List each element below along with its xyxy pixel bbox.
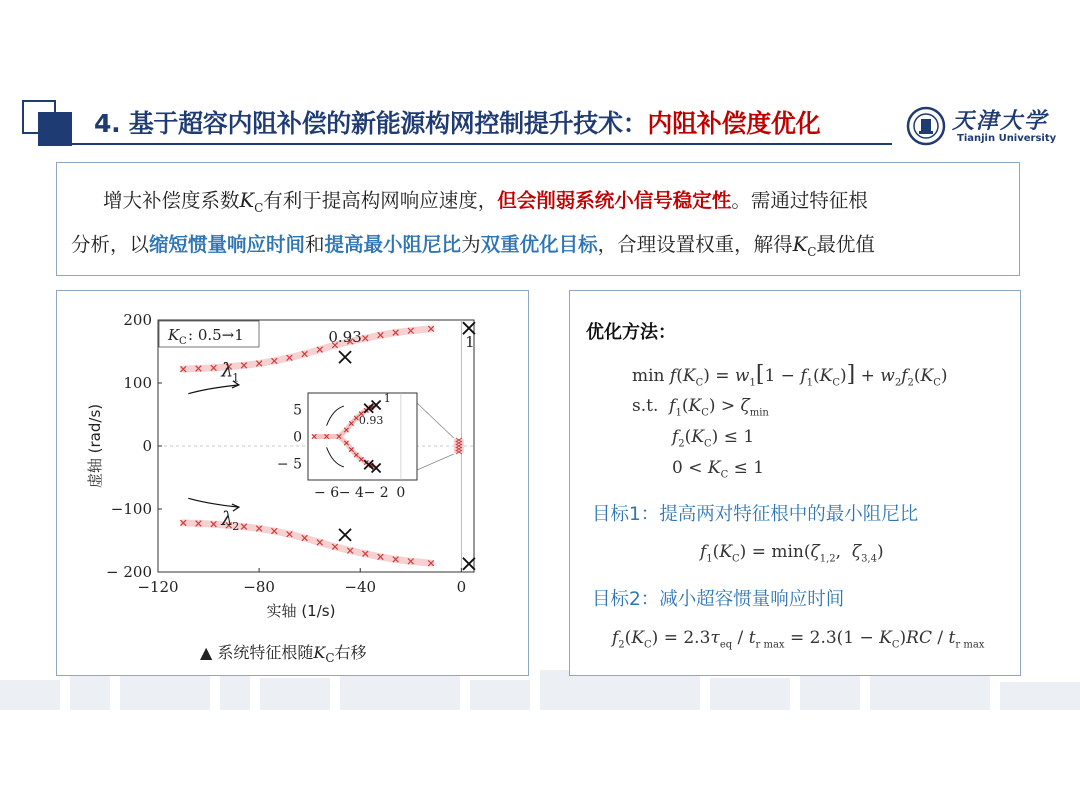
- intro-blue-text: 双重优化目标: [480, 233, 598, 256]
- lambda-2-arrow: [188, 498, 239, 507]
- x-axis-label: 实轴 (1/s): [266, 602, 336, 620]
- zoom-line: [417, 454, 454, 470]
- inset-x-tick-label: − 4: [338, 485, 364, 501]
- marker-093: [339, 351, 351, 363]
- lambda-1-label: λ: [221, 359, 234, 382]
- lambda-2-label: λ: [221, 507, 234, 530]
- title-highlight: 内阻补偿度优化: [647, 109, 821, 138]
- constraint-1: s.t. $f_1(K_C) > \zeta_{min}$: [632, 396, 769, 419]
- method-title: 优化方法：: [586, 322, 676, 343]
- intro-text: 和: [305, 233, 325, 256]
- marker-k1: [463, 558, 475, 570]
- kc-c: C: [807, 244, 817, 259]
- legend-k: K: [168, 326, 180, 344]
- legend-c: C: [179, 336, 187, 347]
- x-tick-label: −120: [137, 578, 179, 596]
- intro-text: ，合理设置权重，解得: [597, 233, 793, 256]
- inset-x-tick-label: 0: [396, 485, 406, 501]
- y-tick-label: − 200: [106, 563, 152, 581]
- annotation-k1: 1: [465, 333, 475, 352]
- intro-text: 增大补偿度系数: [103, 189, 240, 212]
- y-tick-label: 100: [123, 374, 152, 392]
- lambda-2-sub: 2: [232, 519, 240, 533]
- caption-text: 右移: [334, 643, 367, 662]
- constraint-2: $f_2(K_C) \le 1$: [672, 427, 755, 450]
- annotation-093: 0.93: [328, 328, 362, 347]
- inset-label-093: 0.93: [358, 413, 384, 427]
- goal-2-formula: $f_2(K_C) = 2.3\tau_{eq} / t_{r max} = 2.3(1 - K_C)RC / t_{r max}$: [612, 628, 985, 651]
- caption-text: ▲ 系统特征根随: [200, 643, 314, 662]
- intro-text: 分析，以: [71, 233, 150, 256]
- goal-1-formula: $f_1(K_C) = \min(\zeta_{1,2}$, $\zeta_{3,4}$): [700, 542, 884, 565]
- x-tick-label: −40: [344, 578, 377, 596]
- kc-symbol: [313, 643, 335, 666]
- intro-blue-text: 缩短惯量响应时间: [149, 233, 306, 256]
- inset-y-tick-label: 0: [293, 429, 302, 446]
- lambda-1-arrow: [188, 385, 239, 394]
- intro-text: 有利于提高构网响应速度，: [263, 189, 498, 212]
- legend-range: : 0.5→1: [188, 326, 244, 344]
- inset-y-tick-label: 5: [293, 402, 302, 419]
- title-main: 4. 基于超容内阻补偿的新能源构网控制提升技术：: [94, 109, 648, 138]
- inset-y-tick-label: − 5: [276, 456, 302, 473]
- intro-blue-text: 提高最小阻尼比: [324, 233, 462, 256]
- constraint-3: $0 < K_C \le 1$: [672, 458, 765, 481]
- goal-1: 目标1：提高两对特征根中的最小阻尼比: [592, 504, 919, 525]
- y-tick-label: 200: [123, 311, 152, 329]
- inset-x-tick-label: − 2: [363, 485, 389, 501]
- y-tick-label: −100: [110, 500, 152, 518]
- kc-c: C: [325, 651, 335, 666]
- kc-k: K: [313, 643, 326, 662]
- inset-label-1: 1: [383, 392, 391, 406]
- intro-red-text: 但会削弱系统小信号稳定性: [497, 189, 732, 212]
- intro-text: 最优值: [816, 233, 875, 256]
- zoom-line: [417, 403, 454, 438]
- intro-text: 。需通过特征根: [731, 189, 868, 212]
- kc-k: K: [239, 189, 255, 212]
- lambda-1-sub: 1: [232, 371, 240, 385]
- kc-k: K: [792, 233, 808, 256]
- marker-093: [339, 529, 351, 541]
- y-tick-label: 0: [142, 437, 152, 455]
- x-tick-label: 0: [456, 578, 467, 596]
- university-logo-text: 天津大学: [952, 108, 1049, 134]
- university-logo-subtitle: Tianjin University: [957, 133, 1057, 144]
- y-axis-label: 虚轴 (rad/s): [86, 403, 104, 489]
- chart-caption: [200, 640, 367, 665]
- inset-x-tick-label: − 6: [314, 485, 340, 501]
- x-tick-label: −80: [243, 578, 275, 596]
- kc-c: C: [254, 200, 264, 215]
- method-panel: [569, 290, 1021, 676]
- goal-2: 目标2：减小超容惯量响应时间: [592, 589, 845, 610]
- intro-text: 为: [461, 233, 481, 256]
- objective-formula: $\min f(K_C) = w_1[1 - f_1(K_C)] + w_2f_2(K_C)$: [632, 362, 948, 389]
